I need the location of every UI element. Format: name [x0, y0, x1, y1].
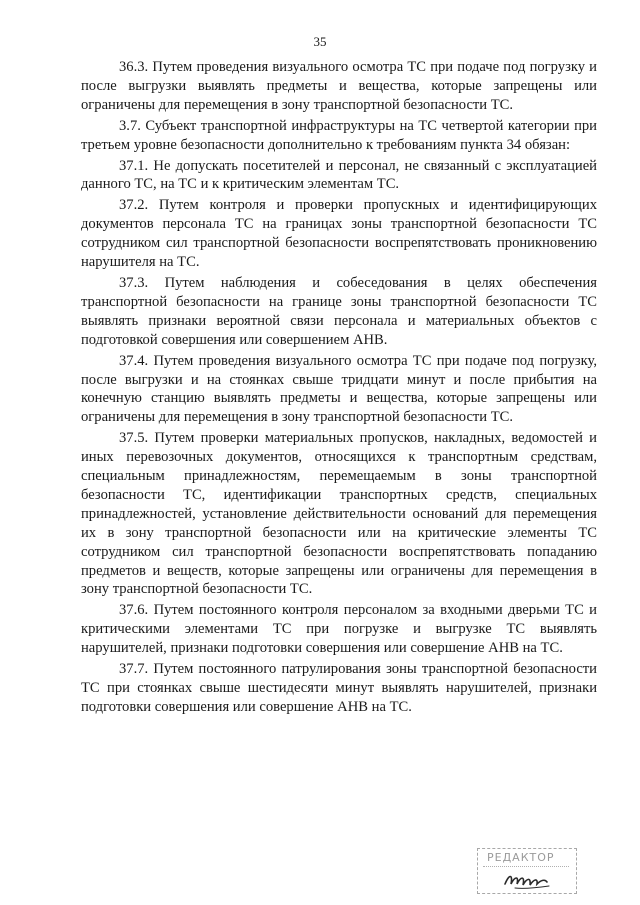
paragraph-37-2: 37.2. Путем контроля и проверки пропускных и идентифицирующих документов персонала ТС на границах зоны транспортной безопасности ТС сотрудником сил транспортной безопасности воспрепятствовать проникновению нарушителя на ТС.: [81, 197, 597, 271]
paragraph-37-1: 37.1. Не допускать посетителей и персонал, не связанный с эксплуатацией данного ТС, на ТС и к критическим элементам ТС.: [81, 157, 597, 193]
paragraph-37-6: 37.6. Путем постоянного контроля персоналом за входными дверьми ТС и критическими элементами ТС при погрузке и выгрузке ТС выявлять нарушителей, признаки подготовки совершения или совершение АНВ на ТС.: [81, 602, 597, 657]
paragraph-37-5: 37.5. Путем проверки материальных пропусков, накладных, ведомостей и иных перевозочных документов, относящихся к транспортным средствам, специальным принадлежностям, перемещаемым в зоны транспортной безопасности ТС, идентификации транспортных средств, специальных принадлежностей, установление действительности оснований для перемещения их в зону транспортной безопасности или на критические элементы ТС сотрудником сил транспортной безопасности воспрепятствовать попаданию предметов и веществ, которые запрещены или ограничены для перемещения в зону транспортной безопасности ТС.: [81, 430, 597, 598]
stamp-label: РЕДАКТОР: [487, 851, 555, 864]
signature-icon: [501, 862, 561, 894]
document-body: [81, 58, 597, 717]
paragraph-37-3: 37.3. Путем наблюдения и собеседования в целях обеспечения транспортной безопасности на границе зоны транспортной безопасности ТС выявлять признаки вероятной связи персонала и материальных объектов с подготовкой совершения или совершением АНВ.: [81, 274, 597, 348]
editor-stamp: [477, 848, 577, 896]
paragraph-3-7: 3.7. Субъект транспортной инфраструктуры на ТС четвертой категории при третьем уровне безопасности дополнительно к требованиям пункта 34 обязан:: [81, 117, 597, 153]
paragraph-37-7: 37.7. Путем постоянного патрулирования зоны транспортной безопасности ТС при стоянках свыше шестидесяти минут выявлять нарушителей, признаки подготовки совершения или совершение АНВ на ТС.: [81, 661, 597, 715]
paragraph-36-3: 36.3. Путем проведения визуального осмотра ТС при подаче под погрузку и после выгрузки выявлять предметы и вещества, которые запрещены или ограничены для перемещения в зону транспортной безопасности ТС.: [81, 59, 597, 113]
page-number: 35: [313, 34, 327, 49]
paragraph-37-4: 37.4. Путем проведения визуального осмотра ТС при подаче под погрузку, после выгрузки и на стоянках свыше тридцати минут и после прибытия на конечную станцию выявлять предметы и вещества, которые запрещены или ограничены для перемещения в зону транспортной безопасности ТС.: [81, 352, 597, 426]
